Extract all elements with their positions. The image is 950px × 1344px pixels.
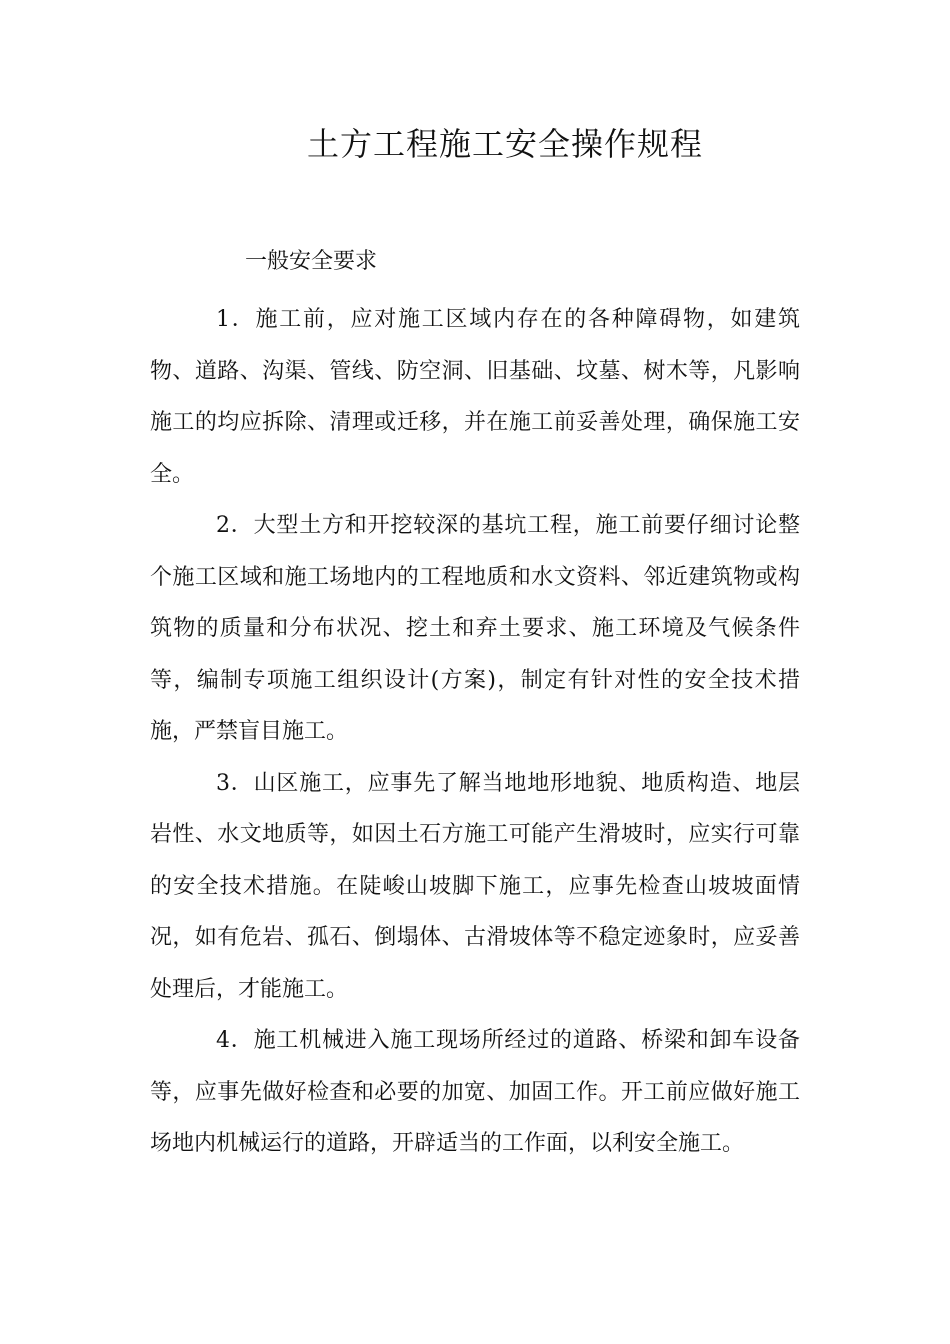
document-title: 土方工程施工安全操作规程 xyxy=(306,125,703,163)
paragraph-3: 3．山区施工，应事先了解当地地形地貌、地质构造、地层岩性、水文地质等，如因土石方施工可能产生滑坡时，应实行可靠的安全技术措施。在陡峻山坡脚下施工，应事先检查山坡坡面情况，如有危岩、孤石、倒塌体、古滑坡体等不稳定迹象时，应妥善处理后，才能施工。 xyxy=(150,770,800,1002)
section-heading: 一般安全要求 xyxy=(245,249,378,274)
document-body xyxy=(150,294,800,1170)
paragraph-2: 2．大型土方和开挖较深的基坑工程，施工前要仔细讨论整个施工区域和施工场地内的工程地质和水文资料、邻近建筑物或构筑物的质量和分布状况、挖土和弃土要求、施工环境及气候条件等，编制专项施工组织设计(方案)，制定有针对性的安全技术措施，严禁盲目施工。 xyxy=(150,513,800,744)
paragraph-1: 1．施工前，应对施工区域内存在的各种障碍物，如建筑物、道路、沟渠、管线、防空洞、旧基础、坟墓、树木等，凡影响施工的均应拆除、清理或迁移，并在施工前妥善处理，确保施工安全。 xyxy=(150,307,800,487)
paragraph-4: 4．施工机械进入施工现场所经过的道路、桥梁和卸车设备等，应事先做好检查和必要的加宽、加固工作。开工前应做好施工场地内机械运行的道路，开辟适当的工作面，以利安全施工。 xyxy=(150,1028,800,1156)
